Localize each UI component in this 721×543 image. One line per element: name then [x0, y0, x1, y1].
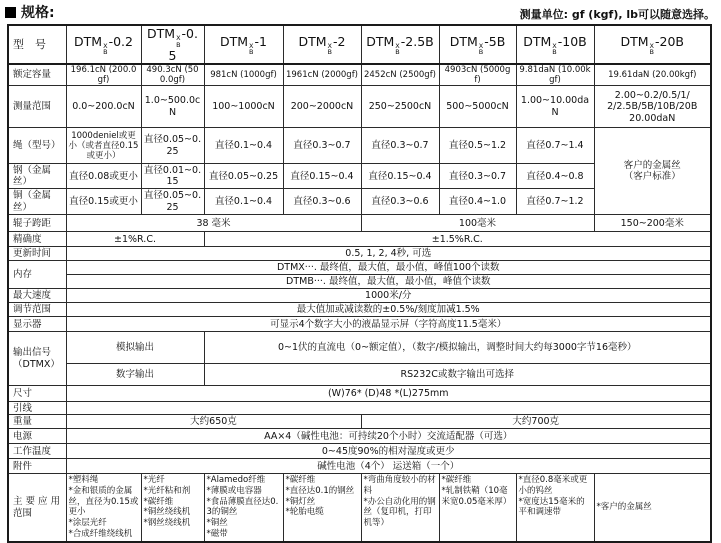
- spec-cell: 直径0.3~0.6: [283, 189, 361, 215]
- row-label: 铜（金属丝）: [8, 189, 66, 215]
- row-label: 额定容量: [8, 64, 66, 86]
- spec-table: [7, 24, 712, 543]
- row-label: 钢（金属丝）: [8, 164, 66, 189]
- spec-cell: 直径0.3~0.7: [439, 164, 516, 189]
- spec-cell: 直径0.3~0.7: [283, 128, 361, 164]
- row-label: 尺寸: [8, 386, 66, 402]
- model-sup-sub: X B: [176, 34, 181, 49]
- spec-cell: 大约700克: [361, 415, 711, 429]
- spec-cell: DTM X B -1: [204, 25, 283, 64]
- spec-cell: 0.5, 1, 2, 4秒, 可选: [66, 247, 711, 261]
- row-label: 精确度: [8, 232, 66, 247]
- section-title-text: 规格:: [21, 5, 55, 21]
- row-label: 附件: [8, 459, 66, 474]
- model-sup-sub: X B: [478, 41, 484, 56]
- spec-cell: 直径0.05~0.25: [141, 189, 204, 215]
- table-row: [8, 275, 711, 289]
- spec-cell: 250~2500cN: [361, 86, 439, 128]
- spec-cell: 直径0.05~0.25: [141, 128, 204, 164]
- spec-cell: 19.61daN (20.00kgf): [594, 64, 711, 86]
- row-label: 工作温度: [8, 444, 66, 459]
- row-label: 引线: [8, 402, 66, 415]
- row-label: 辊子跨距: [8, 215, 66, 232]
- row-label: 输出信号 （DTMX）: [8, 332, 66, 386]
- spec-cell: 模拟输出: [66, 332, 204, 364]
- spec-cell: 直径0.01~0.15: [141, 164, 204, 189]
- spec-cell: 1.0~500.0cN: [141, 86, 204, 128]
- table-row: [8, 364, 711, 386]
- spec-cell: RS232C或数字输出可选择: [204, 364, 711, 386]
- spec-cell: 0.0~200.0cN: [66, 86, 141, 128]
- spec-cell: DTM X B -20B: [594, 25, 711, 64]
- table-row: [8, 332, 711, 364]
- spec-cell: 2.00~0.2/0.5/1/ 2/2.5B/5B/10B/20B 20.00daN: [594, 86, 711, 128]
- spec-cell: 500~5000cN: [439, 86, 516, 128]
- row-label: 重量: [8, 415, 66, 429]
- spec-cell: 196.1cN (200.0gf): [66, 64, 141, 86]
- spec-cell: 可显示4个数字大小的液晶显示屏（字符高度11.5毫米）: [66, 317, 711, 332]
- spec-cell: DTM X B -10B: [516, 25, 594, 64]
- spec-cell: *客户的金属丝: [594, 474, 711, 542]
- table-row: [8, 415, 711, 429]
- spec-cell: DTM X B -5B: [439, 25, 516, 64]
- model-sup-sub: X B: [649, 41, 654, 56]
- spec-cell: 981cN (1000gf): [204, 64, 283, 86]
- spec-cell: 150~200毫米: [594, 215, 711, 232]
- table-row: [8, 128, 711, 164]
- spec-cell: 直径0.08或更小: [66, 164, 141, 189]
- spec-cell: 直径0.5~1.2: [439, 128, 516, 164]
- spec-cell: 直径0.3~0.7: [361, 128, 439, 164]
- spec-cell: 0~1伏的直流电（0~额定值），（数字/模拟输出，调整时间大约每3000字节16毫秒）: [204, 332, 711, 364]
- spec-cell: ±1.5%R.C.: [204, 232, 711, 247]
- spec-cell: 1000deniel或更小（或者直径0.15或更小）: [66, 128, 141, 164]
- spec-cell: 大约650克: [66, 415, 361, 429]
- spec-cell: 0~45度90%的相对湿度或更少: [66, 444, 711, 459]
- spec-cell: *直径0.8毫米或更小的钨丝 *宽度达15毫米的平和调速带: [516, 474, 594, 542]
- spec-cell: DTM X B -0.5: [141, 25, 204, 64]
- spec-cell: ±1%R.C.: [66, 232, 204, 247]
- spec-cell: *碳纤维 *直径达0.1的钢丝 *铜灯丝 *轮胎电缆: [283, 474, 361, 542]
- measurement-unit-note: 测量单位: gf (kgf), lb可以随意选择。: [519, 8, 715, 21]
- spec-cell: 直径0.1~0.4: [204, 128, 283, 164]
- table-row: [8, 317, 711, 332]
- row-label: 电源: [8, 429, 66, 444]
- table-row: [8, 289, 711, 303]
- spec-cell: DTMX···. 最终值，最大值，最小值，峰值100个读数: [66, 261, 711, 275]
- spec-cell: 数字输出: [66, 364, 204, 386]
- spec-cell: [66, 402, 711, 415]
- row-label: 显示器: [8, 317, 66, 332]
- spec-cell: *光纤 *光纤粘和剂 *碳纤维 *铜丝绕线机 *钢丝绕线机: [141, 474, 204, 542]
- table-row: [8, 232, 711, 247]
- spec-cell: DTM X B -2: [283, 25, 361, 64]
- spec-cell: 100~1000cN: [204, 86, 283, 128]
- table-row: [8, 429, 711, 444]
- row-label: 内存: [8, 261, 66, 289]
- table-row: [8, 261, 711, 275]
- spec-cell: *Alamedo纤维 *薄膜或电容器 *食品薄膜直径达0.3的铜丝 *铜丝 *磁带: [204, 474, 283, 542]
- spec-cell: AA×4（碱性电池：可持续20个小时）交流适配器（可选）: [66, 429, 711, 444]
- spec-cell: 200~2000cN: [283, 86, 361, 128]
- model-sup-sub: X B: [327, 41, 333, 56]
- model-sup-sub: X B: [249, 41, 254, 56]
- spec-cell: 直径0.05~0.25: [204, 164, 283, 189]
- row-label: 测量范围: [8, 86, 66, 128]
- spec-cell: 4903cN (5000gf): [439, 64, 516, 86]
- spec-table-body: [8, 25, 711, 542]
- spec-cell: 直径0.4~0.8: [516, 164, 594, 189]
- spec-cell: 直径0.7~1.2: [516, 189, 594, 215]
- model-sup-sub: X B: [395, 41, 400, 56]
- row-label: 主 要 应 用 范围: [8, 474, 66, 542]
- table-row: [8, 247, 711, 261]
- spec-cell: 100毫米: [361, 215, 594, 232]
- spec-cell: 490.3cN (500.0gf): [141, 64, 204, 86]
- spec-cell: *塑料绳 *金和银质的金属丝，直径为0.15或更小 *涂层光纤 *合成纤维绕线机: [66, 474, 141, 542]
- spec-cell: 2452cN (2500gf): [361, 64, 439, 86]
- spec-cell: DTM X B -2.5B: [361, 25, 439, 64]
- section-title: [5, 2, 55, 22]
- table-row: [8, 64, 711, 86]
- table-row: [8, 459, 711, 474]
- spec-cell: 1.00~10.00daN: [516, 86, 594, 128]
- row-label: 更新时间: [8, 247, 66, 261]
- spec-cell: 38 毫米: [66, 215, 361, 232]
- spec-cell: 1961cN (2000gf): [283, 64, 361, 86]
- spec-cell: 直径0.7~1.4: [516, 128, 594, 164]
- spec-cell: (W)76* (D)48 *(L)275mm: [66, 386, 711, 402]
- spec-cell: 直径0.4~1.0: [439, 189, 516, 215]
- table-row: [8, 386, 711, 402]
- spec-cell: 最大值加或减读数的±0.5%/刻度加减1.5%: [66, 303, 711, 317]
- spec-cell: *弯曲角度较小的材料 *办公自动化用的钢丝（复印机，打印机等）: [361, 474, 439, 542]
- spec-cell: DTM X B -0.2: [66, 25, 141, 64]
- spec-cell: DTMB···. 最终值，最大值，最小值，峰值个读数: [66, 275, 711, 289]
- table-row: [8, 444, 711, 459]
- section-bullet-icon: [5, 7, 16, 18]
- spec-cell: 1000米/分: [66, 289, 711, 303]
- spec-cell: 碱性电池（4个） 运送箱（一个）: [66, 459, 711, 474]
- model-sup-sub: X B: [103, 41, 108, 56]
- spec-cell: 客户的金属丝 （客户标准）: [594, 128, 711, 215]
- spec-cell: 直径0.15~0.4: [361, 164, 439, 189]
- table-row: [8, 215, 711, 232]
- spec-cell: 直径0.15~0.4: [283, 164, 361, 189]
- table-row: [8, 474, 711, 542]
- table-row: [8, 402, 711, 415]
- page-header: [0, 0, 721, 24]
- row-label: 调节范围: [8, 303, 66, 317]
- spec-cell: 直径0.1~0.4: [204, 189, 283, 215]
- model-sup-sub: X B: [552, 41, 557, 56]
- table-row: [8, 303, 711, 317]
- spec-cell: *碳纤维 *轧制铁鞘（10毫米宽0.05毫米厚）: [439, 474, 516, 542]
- spec-cell: 9.81daN (10.00kgf): [516, 64, 594, 86]
- table-row: [8, 25, 711, 64]
- col-header-model: 型 号: [8, 25, 66, 64]
- row-label: 最大速度: [8, 289, 66, 303]
- spec-cell: 直径0.3~0.6: [361, 189, 439, 215]
- row-label: 绳（型号）: [8, 128, 66, 164]
- spec-cell: 直径0.15或更小: [66, 189, 141, 215]
- table-row: [8, 86, 711, 128]
